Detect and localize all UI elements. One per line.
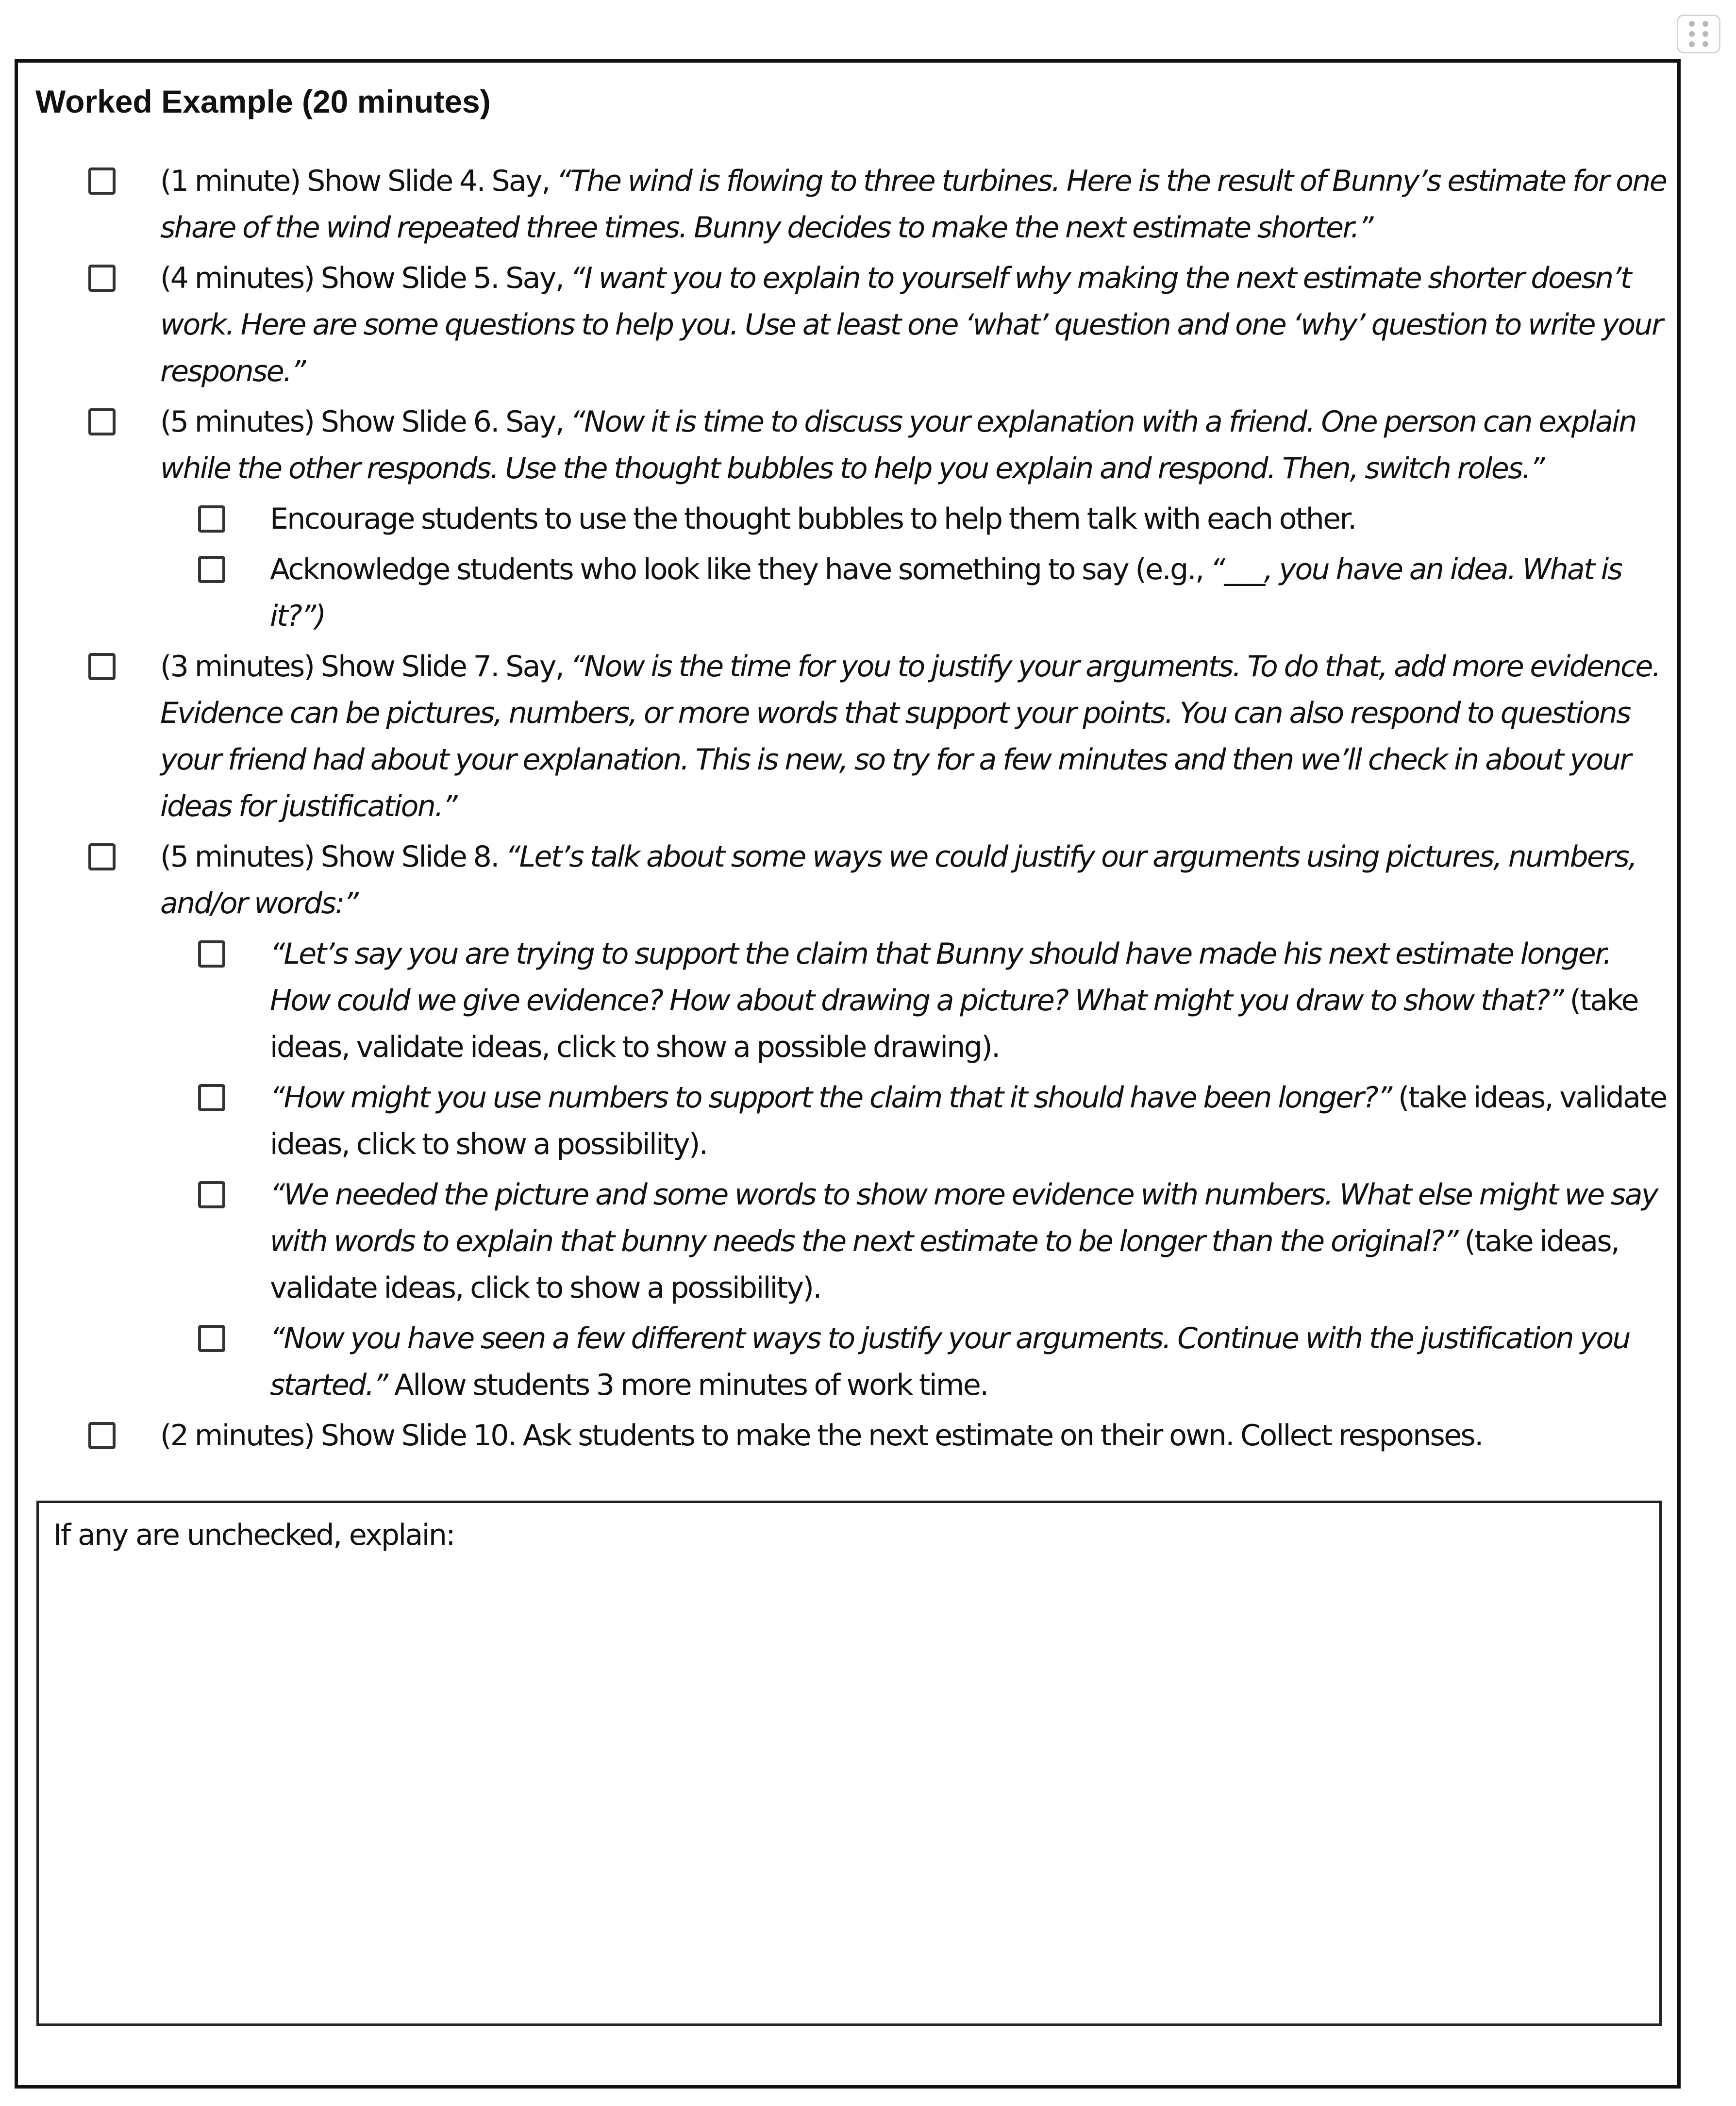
item-quote: “We needed the picture and some words to show more evidence with numbers. What else might we say with words to explain that bunny needs the next estimate to be longer than the original?”	[270, 1178, 1657, 1258]
checkbox-icon[interactable]	[198, 1084, 225, 1111]
worked-example-panel	[15, 59, 1681, 2089]
item-tail: (take ideas, validate ideas, click to show a possibility).	[270, 1224, 1619, 1305]
item-quote: “Let’s say you are trying to support the claim that Bunny should have made his next estimate longer. How could we give evidence? How about drawing a picture? What might you draw to show that?”	[270, 937, 1611, 1018]
item-lead: Acknowledge students who look like they have something to say (e.g.,	[270, 552, 1210, 586]
item-lead: Encourage students to use the thought bubbles to help them talk with each other.	[270, 502, 1356, 536]
handle-dot	[1703, 41, 1708, 47]
item-tail: Allow students 3 more minutes of work time.	[387, 1368, 988, 1402]
item-lead: (3 minutes) Show Slide 7. Say,	[160, 650, 570, 684]
item-quote: “Now is the time for you to justify your arguments. To do that, add more evidence. Evidence can be pictures, numbers, or more words that support your points. You can also respond to questions your friend had about your explanation. This is new, so try for a few minutes and then we’ll check in about your ideas for justification.”	[160, 650, 1660, 823]
checkbox-icon[interactable]	[198, 505, 225, 533]
explanation-label: If any are unchecked, explain:	[53, 1518, 454, 1552]
item-quote: “How might you use numbers to support the claim that it should have been longer?”	[270, 1081, 1391, 1115]
explanation-textarea[interactable]	[36, 1501, 1662, 2026]
handle-dot	[1703, 31, 1708, 37]
section-title: Worked Example (20 minutes)	[35, 84, 491, 119]
checkbox-icon[interactable]	[198, 1181, 225, 1208]
checkbox-icon[interactable]	[88, 1422, 116, 1449]
checkbox-icon[interactable]	[88, 167, 116, 195]
item-lead: (5 minutes) Show Slide 6. Say,	[160, 405, 570, 439]
checklist-item	[88, 255, 1671, 395]
item-quote: “Now you have seen a few different ways to justify your arguments. Continue with the justification you started.”	[270, 1321, 1630, 1402]
drag-handle-icon[interactable]	[1677, 15, 1720, 53]
checkbox-icon[interactable]	[198, 1325, 225, 1352]
item-lead: (4 minutes) Show Slide 5. Say,	[160, 261, 570, 295]
item-lead: (2 minutes) Show Slide 10. Ask students to make the next estimate on their own. Collect responses.	[160, 1419, 1483, 1453]
checkbox-icon[interactable]	[88, 408, 116, 435]
handle-dot	[1689, 41, 1695, 47]
checkbox-icon[interactable]	[88, 653, 116, 680]
checklist-item	[88, 643, 1671, 830]
checkbox-icon[interactable]	[88, 843, 116, 870]
item-tail: (take ideas, validate ideas, click to show a possible drawing).	[270, 984, 1638, 1064]
item-quote: “___, you have an idea. What is it?”)	[270, 552, 1622, 633]
checklist	[88, 158, 1671, 1459]
checklist-subitem	[198, 1315, 1671, 1408]
handle-dot	[1689, 31, 1695, 37]
item-quote: “I want you to explain to yourself why making the next estimate shorter doesn’t work. Here are some questions to help you. Use at least one ‘what’ question and one ‘why’ question to write your response.”	[160, 261, 1662, 388]
item-quote: “Let’s talk about some ways we could justify our arguments using pictures, numbers, and/or words:”	[160, 840, 1636, 920]
checklist-item	[88, 834, 1671, 927]
item-lead: (5 minutes) Show Slide 8.	[160, 840, 506, 874]
checklist-item	[88, 399, 1671, 492]
item-quote: “Now it is time to discuss your explanation with a friend. One person can explain while the other responds. Use the thought bubbles to help you explain and respond. Then, switch roles.”	[160, 405, 1636, 485]
item-quote: “The wind is flowing to three turbines. Here is the result of Bunny’s estimate for one share of the wind repeated three times. Bunny decides to make the next estimate shorter.”	[160, 164, 1667, 245]
checklist-subitem	[198, 1171, 1671, 1311]
checklist-item	[88, 1412, 1671, 1459]
handle-dot	[1689, 21, 1695, 27]
checkbox-icon[interactable]	[198, 556, 225, 583]
checkbox-icon[interactable]	[198, 940, 225, 968]
checklist-subitem	[198, 546, 1671, 639]
item-tail: (take ideas, validate ideas, click to show a possibility).	[270, 1081, 1667, 1161]
checklist-item	[88, 158, 1671, 251]
checkbox-icon[interactable]	[88, 265, 116, 292]
item-lead: (1 minute) Show Slide 4. Say,	[160, 164, 557, 198]
checklist-subitem	[198, 496, 1671, 542]
handle-dot	[1703, 21, 1708, 27]
checklist-subitem	[198, 931, 1671, 1070]
checklist-subitem	[198, 1074, 1671, 1168]
